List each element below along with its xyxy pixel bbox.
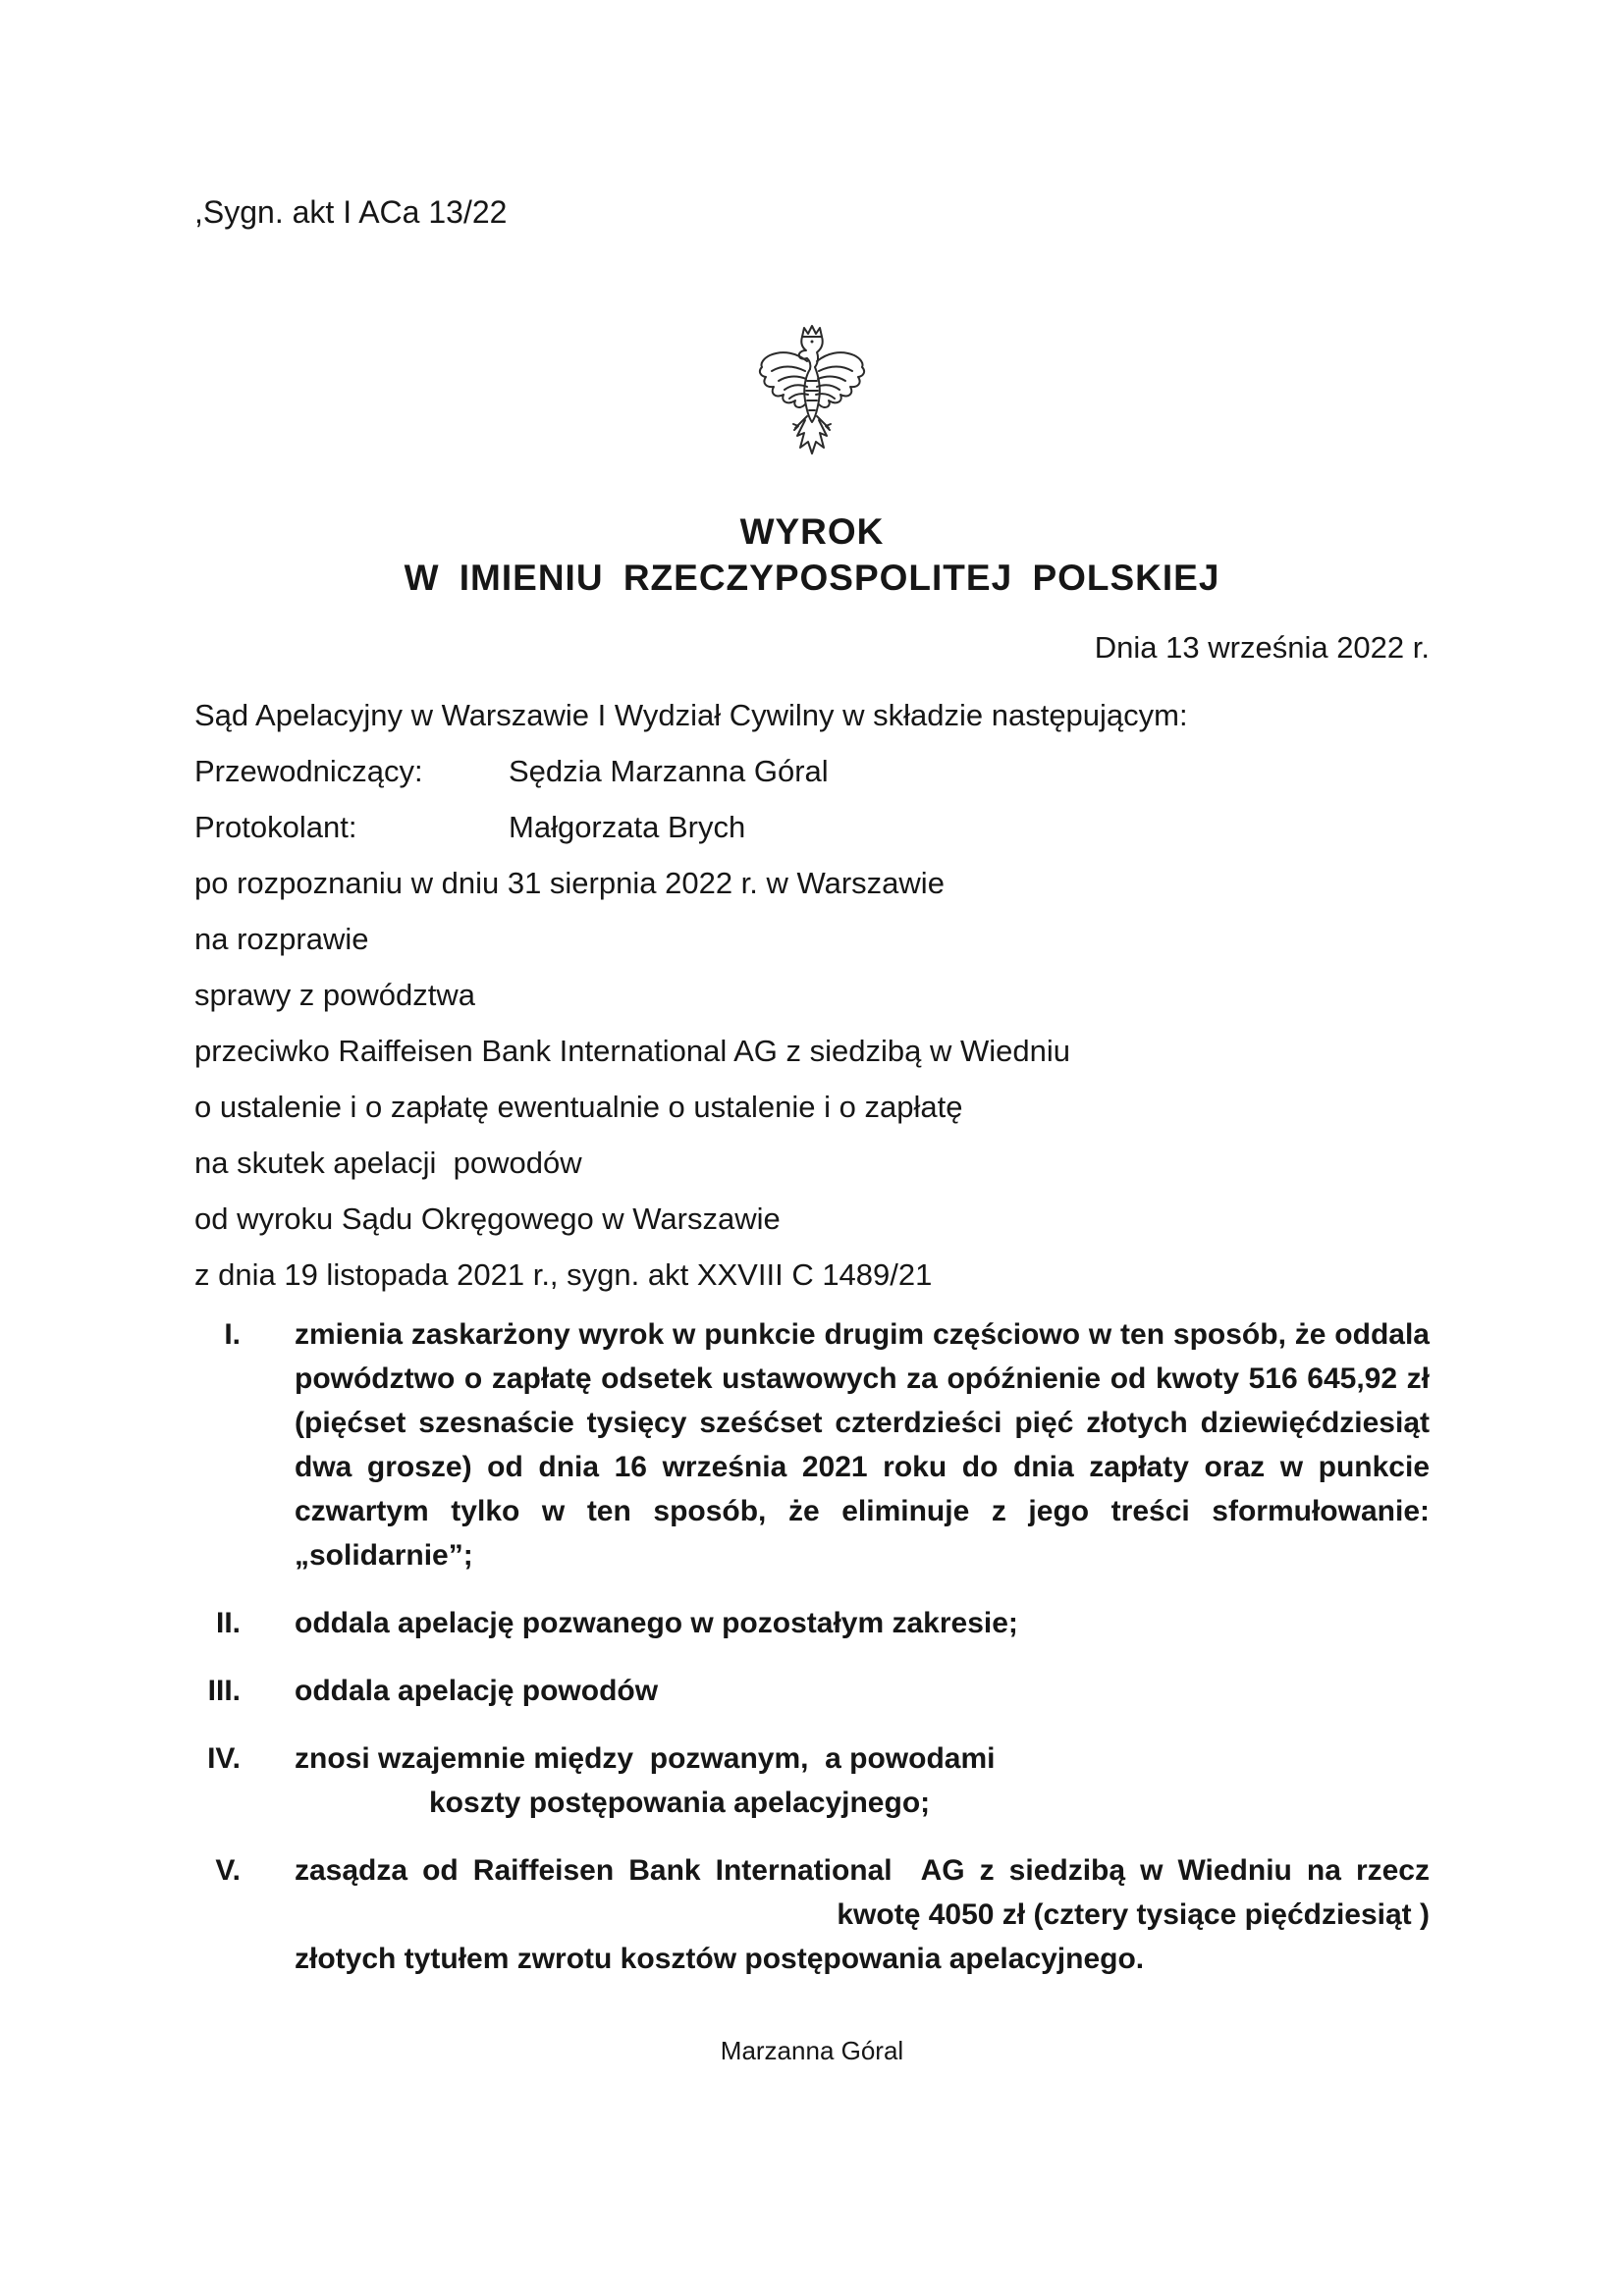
title-word: WYROK [739, 511, 885, 552]
case-line: po rozpoznaniu w dniu 31 sierpnia 2022 r. w Warszawie [194, 866, 945, 900]
decision-item-4 [194, 1736, 1430, 1825]
decision-line: koszty postępowania apelacyjnego; [429, 1787, 931, 1819]
document-title [194, 508, 1430, 601]
case-line: o ustalenie i o zapłatę ewentualnie o ustalenie i o zapłatę [194, 1090, 963, 1124]
case-line: od wyroku Sądu Okręgowego w Warszawie [194, 1201, 781, 1236]
case-line: sprawy z powództwa [194, 978, 476, 1012]
case-line: z dnia 19 listopada 2021 r., sygn. akt XXVIII C 1489/21 [194, 1257, 933, 1292]
decision-item-1 [194, 1312, 1430, 1577]
operative-part [194, 1312, 1430, 1981]
composition-row [194, 799, 1430, 855]
decision-text [295, 1848, 1430, 1981]
case-number: ,Sygn. akt I ACa 13/22 [194, 194, 508, 230]
case-line: na rozprawie [194, 922, 369, 956]
decision-text [295, 1736, 1430, 1825]
polish-eagle-icon [754, 454, 870, 471]
decision-text: zmienia zaskarżony wyrok w punkcie drugim częściowo w ten sposób, że oddala powództwo o zapłatę odsetek ustawowych za opóźnienie od kwoty 516 645,92 zł (pięćset szesnaście tysięcy sześćset czterdzieści pięć złotych dziewięćdziesiąt dwa grosze) od dnia 16 września 2021 roku do dnia zapłaty oraz w punkcie czwartym tylko w ten sposób, że eliminuje z jego treści sformułowanie: „solidarnie”; [295, 1318, 1430, 1572]
case-line: na skutek apelacji powodów [194, 1146, 582, 1180]
decision-numeral: II. [215, 1607, 241, 1639]
decision-item-5 [194, 1848, 1430, 1981]
decision-line: znosi wzajemnie między pozwanym, a powodami [295, 1742, 996, 1775]
decision-numeral: III. [207, 1675, 241, 1707]
judgment-date: Dnia 13 września 2022 r. [1094, 630, 1430, 665]
decision-item-3 [194, 1669, 1430, 1713]
composition-value: Sędzia Marzanna Góral [509, 754, 829, 788]
court-line: Sąd Apelacyjny w Warszawie I Wydział Cywilny w składzie następującym: [194, 698, 1188, 732]
decision-item-2 [194, 1601, 1430, 1645]
decision-line: kwotę 4050 zł (cztery tysiące pięćdziesiąt ) [837, 1898, 1430, 1931]
decision-text: oddala apelację powodów [295, 1675, 659, 1707]
composition-row [194, 743, 1430, 799]
title-subline: W IMIENIU RZECZYPOSPOLITEJ POLSKIEJ [404, 558, 1220, 598]
coat-of-arms [194, 322, 1430, 469]
decision-numeral: I. [224, 1318, 241, 1351]
composition-label: Protokolant: [194, 810, 357, 844]
decision-line: zasądza od Raiffeisen Bank International AG z siedzibą w Wiedniu na rzecz [295, 1854, 1430, 1887]
decision-line: złotych tytułem zwrotu kosztów postępowania apelacyjnego. [295, 1943, 1145, 1975]
decision-numeral: V. [215, 1854, 241, 1887]
case-line: przeciwko Raiffeisen Bank International AG z siedzibą w Wiedniu [194, 1034, 1070, 1068]
decision-text: oddala apelację pozwanego w pozostałym zakresie; [295, 1607, 1018, 1639]
composition-label: Przewodniczący: [194, 754, 423, 788]
composition-value: Małgorzata Brych [509, 810, 746, 844]
judge-signature: Marzanna Góral [720, 2036, 904, 2065]
preamble [194, 687, 1430, 1303]
decision-numeral: IV. [207, 1742, 241, 1775]
